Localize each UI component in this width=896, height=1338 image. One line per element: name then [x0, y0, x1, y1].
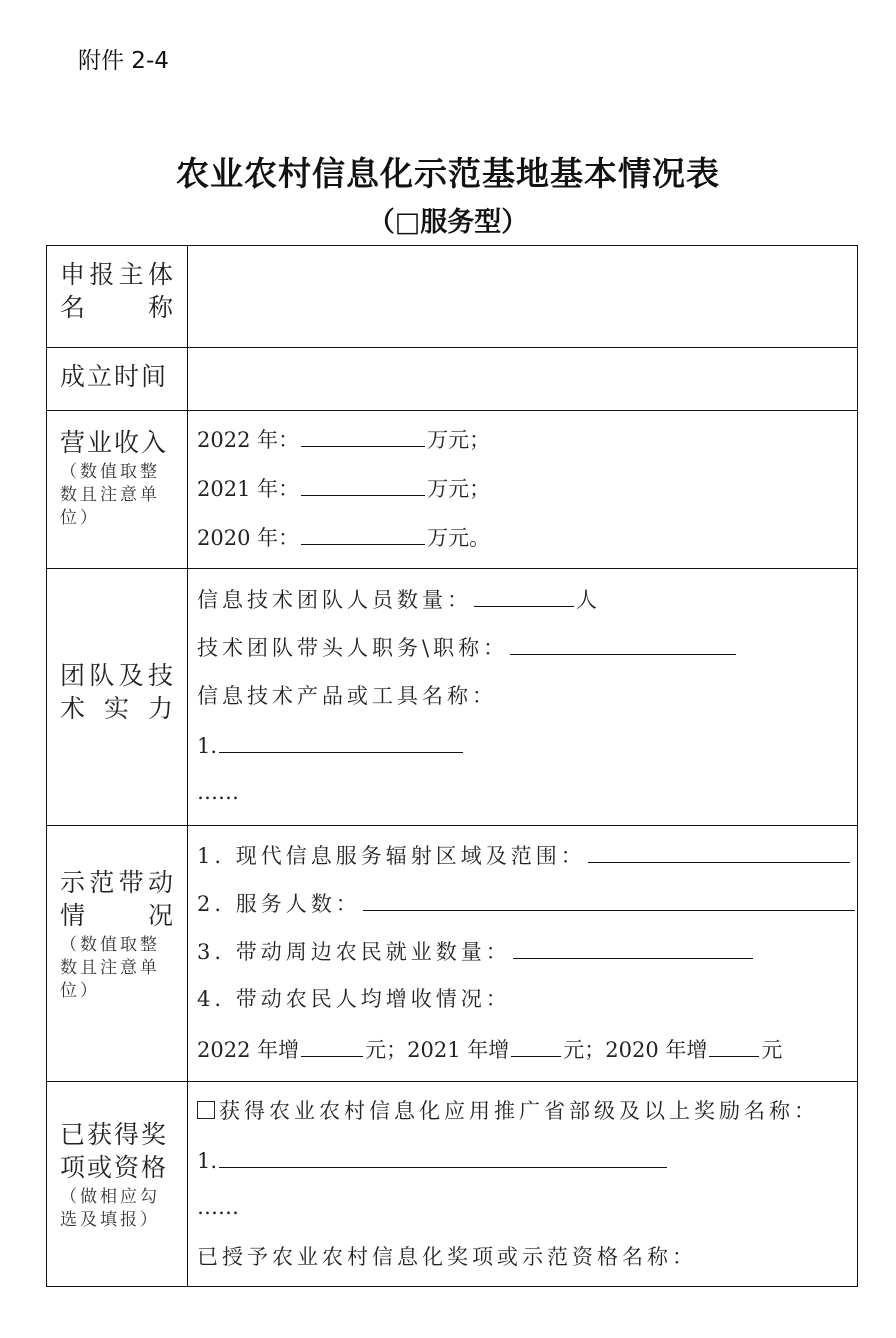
team-products-line: 信息技术产品或工具名称： [197, 684, 497, 708]
awards-ellipsis: …… [197, 1195, 239, 1219]
form-subtitle: （□服务型） [367, 207, 529, 238]
demo-line-1: 1. 现代信息服务辐射区域及范围： [197, 842, 852, 869]
awards-item: 1. [197, 1147, 669, 1174]
demo-line-4: 4. 带动农民人均增收情况： [197, 987, 511, 1011]
team-product-blank[interactable] [219, 732, 463, 753]
demo-note: （数值取整数且注意单位） [60, 935, 160, 1001]
established-date-field[interactable] [189, 349, 857, 409]
demo-income-line: 2022 年增 元；2021 年增 元；2020 年增 元 [197, 1038, 783, 1062]
team-ellipsis: …… [197, 780, 239, 804]
column-divider [187, 246, 188, 1286]
awards-line-2: 已授予农业农村信息化奖项或示范资格名称： [197, 1245, 697, 1269]
demo-line-3: 3. 带动周边农民就业数量： [197, 938, 755, 965]
revenue-2020-blank[interactable] [301, 524, 425, 545]
revenue-2022-blank[interactable] [301, 426, 425, 447]
form-title: 农业农村信息化示范基地基本情况表 [176, 154, 720, 193]
established-date-label: 成立时间 [60, 362, 169, 391]
revenue-2020: 2020 年： 万元。 [197, 526, 491, 550]
revenue-2021: 2021 年： 万元； [197, 477, 491, 501]
applicant-name-field[interactable] [189, 246, 857, 346]
revenue-note: （数值取整数且注意单位） [60, 462, 160, 528]
team-label: 团 队 及 技 术 实 力 [60, 661, 175, 723]
awards-item-blank[interactable] [219, 1147, 667, 1168]
team-product-item: 1. [197, 732, 465, 759]
awards-checkbox[interactable] [197, 1101, 215, 1119]
awards-line-1: 获得农业农村信息化应用推广省部级及以上奖励名称： [197, 1098, 819, 1124]
attachment-label: 附件 2-4 [78, 48, 169, 74]
revenue-label: 营业收入 （数值取整数且注意单位） [60, 426, 175, 530]
info-table [46, 245, 858, 1287]
demo-range-blank[interactable] [588, 842, 850, 863]
team-leader-blank[interactable] [510, 634, 736, 655]
income-2022-blank[interactable] [301, 1036, 363, 1057]
awards-label: 已获得奖项或资格 （做相应勾选及填报） [60, 1118, 175, 1232]
team-staff-blank[interactable] [474, 586, 574, 607]
demo-jobs-blank[interactable] [513, 938, 753, 959]
demo-label: 示 范 带 动 情 况 （数值取整数且注意单位） [60, 868, 175, 1001]
row-divider [47, 825, 857, 826]
row-divider [47, 1081, 857, 1082]
team-staff-line: 信息技术团队人员数量： 人 [197, 588, 601, 612]
demo-line-2: 2. 服务人数： [197, 890, 857, 917]
row-divider [47, 568, 857, 569]
row-divider [47, 347, 857, 348]
row-divider [47, 410, 857, 411]
income-2021-blank[interactable] [511, 1036, 561, 1057]
revenue-2022: 2022 年： 万元； [197, 428, 491, 452]
team-leader-line: 技术团队带头人职务\职称： [197, 634, 738, 661]
income-2020-blank[interactable] [709, 1036, 759, 1057]
demo-count-blank[interactable] [363, 890, 855, 911]
revenue-2021-blank[interactable] [301, 475, 425, 496]
applicant-name-label: 申 报 主 体 名 称 [60, 260, 175, 322]
awards-note: （做相应勾选及填报） [60, 1187, 160, 1230]
